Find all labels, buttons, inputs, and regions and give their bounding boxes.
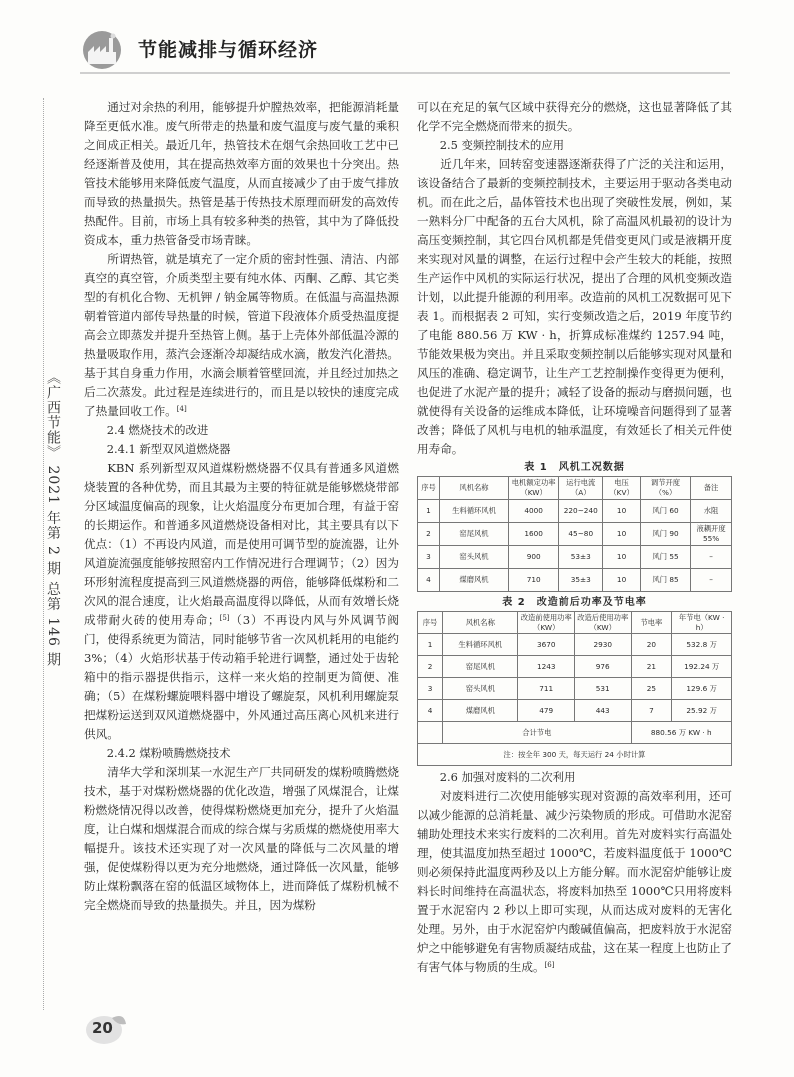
table1-caption: 表 1 风机工况数据: [524, 462, 625, 473]
table-cell: 976: [574, 656, 631, 678]
table1-body: [418, 500, 732, 592]
total-label: 合计节电: [443, 722, 631, 744]
section-title: 节能减排与循环经济: [138, 39, 319, 61]
table-cell: 风门 55: [640, 546, 690, 569]
paragraph: [84, 459, 399, 744]
table-row: [418, 523, 732, 546]
table-cell: 水阻: [691, 500, 732, 523]
table-cell: 710: [509, 569, 559, 592]
table2-body: [418, 634, 732, 766]
paragraph-text: 近几年来，回转窑变速器逐渐获得了广泛的关注和运用，该设备结合了最新的变频控制技术，主要运用于驱动各类电动机。而在此之后，晶体管技术也出现了突破性发展，例如，某一熟料分厂中配备的五台大风机，除了高温风机最初的设计为高压变频控制，其它四台风机都是凭借变更风门或是液耦开度来实现对风量的调整，在运行过程中会产生较大的耗能，按照生产运作中风机的实际运行状况，提出了合理的风机变频改造计划，以此提升能源的利用率。改造前的风机工况数据可见下表 1。而根据表 2 可知，实行变频改造之后，2019 年度节约了电能 880.56 万 KW · h，折算成标准煤约 1257.94 吨，节能效果极为突出。并且采取变频控制以后能够实现对风量和风压的准确、稳定调节，让生产工艺控制操作变得更为便利，也促进了水泥产量的提升；减轻了设备的振动与磨损问题，也就使得有关设备的运维成本降低，让环境噪音问题得到了显著改善；降低了风机与电机的轴承温度，有效延长了相关元件使用寿命。: [417, 157, 732, 456]
page-number-badge: [84, 1010, 134, 1046]
table-header-cell: 风机名称: [439, 477, 508, 500]
table-cell: 窑头风机: [443, 678, 518, 700]
table-note: 注：按全年 300 天，每天运行 24 小时计算: [418, 744, 732, 766]
paragraph-text: 2.6 加强对废料的二次利用: [439, 770, 576, 784]
table-cell: 风门 60: [640, 500, 690, 523]
table-cell: 10: [603, 500, 641, 523]
table-header-cell: 调节开度（%）: [640, 477, 690, 500]
table-cell: 风门 90: [640, 523, 690, 546]
citation-ref: [6]: [544, 961, 555, 969]
table-cell: 10: [603, 546, 641, 569]
paragraph-text: 2.4 燃烧技术的改进: [106, 423, 209, 437]
paragraph-text: 2.4.2 煤粉喷腾燃烧技术: [106, 746, 231, 760]
section-heading: [417, 136, 732, 155]
paragraph-text: KBN 系列新型双风道煤粉燃烧器不仅具有普通多风道燃烧装置的各种优势，而且其最为主要的特征就是能够燃烧带部分区域温度偏高的现象，让火焰温度分布更加合理，有益于窑的长期运作。和普通多风道燃烧设备相对比，其主要具有以下优点：（1）不再设内风道，而是使用可调节型的旋流器，让外风道旋流强度能够按照窑内工作情况进行合理调节；（2）因为环形射流程度提高到三风道燃烧器的两倍，能够降低煤粉和二次风的混合速度，让火焰最高温度得以降低，从而有效增长烧成带耐火砖的使用寿命；: [84, 461, 399, 627]
table-cell: 900: [509, 546, 559, 569]
table-header-cell: 序号: [418, 612, 443, 634]
table-cell: 2: [418, 523, 440, 546]
table-cell: 53±3: [559, 546, 603, 569]
paragraph: [84, 98, 399, 250]
table-cell: 10: [603, 569, 641, 592]
left-column: [84, 98, 399, 915]
table-row: [418, 546, 732, 569]
table-cell: –: [691, 569, 732, 592]
table-cell: 20: [631, 634, 672, 656]
paragraph: [417, 155, 732, 459]
table-cell: 25: [631, 678, 672, 700]
table-row: [418, 634, 732, 656]
table-cell: 220~240: [559, 500, 603, 523]
table-cell: 1600: [509, 523, 559, 546]
paragraph-text: 对废料进行二次使用能够实现对资源的高效率利用，还可以减少能源的总消耗量、减少污染物质的形成。可借助水泥窑辅助处理技术来实行废料的二次利用。首先对废料实行高温处理，使其温度加热至超过 1000℃，若废料温度低于 1000℃则必须保持此温度两秒及以上方能分解。而水泥窑炉能够让废料长时间维持在高温状态，将废料加热至 1000℃只用将废料置于水泥窑内 2 秒以上即可实现，从而达成对废料的无害化处理。另外，由于水泥窑炉内酸碱值偏高，把废料放于水泥窑炉之中能够避免有害物质凝结成盐，这在某一程度上也防止了有害气体与物质的生成。: [417, 789, 732, 974]
table-cell: 4: [418, 700, 443, 722]
table-cell: 1: [418, 634, 443, 656]
table-cell: 4000: [509, 500, 559, 523]
table-cell: 生料循环风机: [439, 500, 508, 523]
table-header-cell: 节电率: [631, 612, 672, 634]
paragraph-text: 通过对余热的利用，能够提升炉膛热效率，把能源消耗量降至更低水准。废气所带走的热量和废气温度与废气量的乘积之间成正相关。最近几年，热管技术在烟气余热回收工艺中已经逐渐普及使用，其在提高热效率方面的效果也十分突出。热管技术能够用来降低废气温度，从而直接减少了由于废气排放而导致的热量损失。热管是基于传热技术原理而研发的高效传热配件。目前，市场上具有较多种类的热管，其中为了降低投资成本，重力热管备受市场青睐。: [84, 100, 399, 247]
right-column-bottom: [417, 768, 732, 977]
table-header-cell: 改造前使用功率（KW）: [518, 612, 575, 634]
table-cell: 3: [418, 678, 443, 700]
table-header-cell: 备注: [691, 477, 732, 500]
table-cell: 45~80: [559, 523, 603, 546]
paragraph-text: 可以在充足的氧气区域中获得充分的燃烧，这也显著降低了其化学不完全燃烧而带来的损失。: [417, 100, 732, 133]
section-heading: [84, 440, 399, 459]
table-cell: [418, 722, 443, 744]
table-cell: 2930: [574, 634, 631, 656]
table-cell: 129.6 万: [672, 678, 732, 700]
table-cell: 192.24 万: [672, 656, 732, 678]
table-cell: 煤磨风机: [439, 569, 508, 592]
table-cell: 532.8 万: [672, 634, 732, 656]
section-heading: [84, 744, 399, 763]
table-row: [418, 700, 732, 722]
table-cell: 35±3: [559, 569, 603, 592]
table-cell: 2: [418, 656, 443, 678]
table-header-cell: 序号: [418, 477, 440, 500]
table-cell: 风门 85: [640, 569, 690, 592]
paragraph-text: 清华大学和深圳某一水泥生产厂共同研发的煤粉喷腾燃烧技术，基于对煤粉燃烧器的优化改造，增强了风煤混合，让煤粉燃烧情况得以改善，使得煤粉燃烧更加充分，提升了火焰温度，让白煤和烟煤混合而成的综合煤与劣质煤的燃烧使用率大幅提升。该技术还实现了对一次风量的降低与二次风量的增强，促使煤粉得以更为充分地燃烧，通过降低一次风量，能够防止煤粉飘落在窑的低温区域物体上，进而降低了煤粉机械不完全燃烧而导致的热量损失。并且，因为煤粉: [84, 765, 399, 912]
right-column-top: [417, 98, 732, 459]
paragraph: [84, 250, 399, 421]
table-cell: 21: [631, 656, 672, 678]
page-number: 20: [92, 1019, 113, 1037]
citation-ref: [5]: [219, 614, 230, 622]
table-cell: 煤磨风机: [443, 700, 518, 722]
table-cell: 1: [418, 500, 440, 523]
header-rule: [80, 72, 730, 74]
table-cell: 生料循环风机: [443, 634, 518, 656]
table-header-cell: 年节电（KW · h）: [672, 612, 732, 634]
table-row: [418, 569, 732, 592]
paragraph: [417, 98, 732, 136]
table-note-row: [418, 744, 732, 766]
table2-header-row: [418, 612, 732, 634]
table-cell: 10: [603, 523, 641, 546]
table-cell: 窑尾风机: [443, 656, 518, 678]
paragraph-text: 2.4.1 新型双风道燃烧器: [106, 442, 231, 456]
table-row: [418, 678, 732, 700]
table-header-cell: 电机额定功率（KW）: [509, 477, 559, 500]
table-cell: 3: [418, 546, 440, 569]
table-total-row: [418, 722, 732, 744]
table-cell: 4: [418, 569, 440, 592]
table2: [417, 611, 732, 766]
table-cell: 窑尾风机: [439, 523, 508, 546]
right-column: [417, 98, 732, 977]
paragraph-text: 所谓热管，就是填充了一定介质的密封性强、清洁、内部真空的真空管，介质类型主要有纯水体、丙酮、乙醇、其它类型的有机化合物、无机钾 / 钠金属等物质。在低温与高温热源朝着管道内部传导热量的时候，管道下段液体介质受热温度提高会立即蒸发并提升至热管上侧。基于上壳体外部低温冷源的热量吸取作用，蒸汽会逐渐冷却凝结成水滴，散发汽化潜热。基于其自身重力作用，水滴会顺着管壁回流，并且经过加热之后二次蒸发。此过程是连续进行的，而且是以较快的速度完成了热量回收工作。: [84, 252, 399, 418]
paragraph: [417, 787, 732, 977]
table1: [417, 476, 732, 592]
table-cell: 液耦开度 55%: [691, 523, 732, 546]
total-value: 880.56 万 KW · h: [631, 722, 732, 744]
paragraph-text: （3）不再设内风与外风调节阀门，使得系统更为简洁，同时能够节省一次风机耗用的电能约 3%；（4）火焰形状基于传动箱手轮进行调整，通过处于齿轮箱中的指示器提供指示，这样一来火焰的控制更为简便、准确；（5）在煤粉螺旋喂料器中增设了螺旋泵，风机利用螺旋泵把煤粉运送到双风道燃烧器中，外风通过高压离心风机来进行供风。: [84, 613, 399, 741]
citation-ref: [4]: [176, 405, 187, 413]
paragraph-text: 2.5 变频控制技术的应用: [439, 138, 565, 152]
table-row: [418, 656, 732, 678]
table1-header-row: [418, 477, 732, 500]
table-cell: –: [691, 546, 732, 569]
table-cell: 443: [574, 700, 631, 722]
section-heading: [417, 768, 732, 787]
page-header: [80, 28, 730, 72]
table-cell: 窑头风机: [439, 546, 508, 569]
table-row: [418, 500, 732, 523]
table-cell: 711: [518, 678, 575, 700]
table-cell: 3670: [518, 634, 575, 656]
section-heading: [84, 421, 399, 440]
table-cell: 531: [574, 678, 631, 700]
table-header-cell: 运行电流（A）: [559, 477, 603, 500]
factory-logo-icon: [80, 30, 124, 70]
table-cell: 7: [631, 700, 672, 722]
table-cell: 25.92 万: [672, 700, 732, 722]
table2-caption: 表 2 改造前后功率及节电率: [502, 597, 647, 608]
table-cell: 1243: [518, 656, 575, 678]
table-cell: 479: [518, 700, 575, 722]
paragraph: [84, 763, 399, 915]
table-header-cell: 改造后使用功率（KW）: [574, 612, 631, 634]
table-header-cell: 风机名称: [443, 612, 518, 634]
table-header-cell: 电压（KV）: [603, 477, 641, 500]
journal-issue-label: 《广西节能》 2021 年第 2 期 总第 146 期: [45, 370, 61, 668]
